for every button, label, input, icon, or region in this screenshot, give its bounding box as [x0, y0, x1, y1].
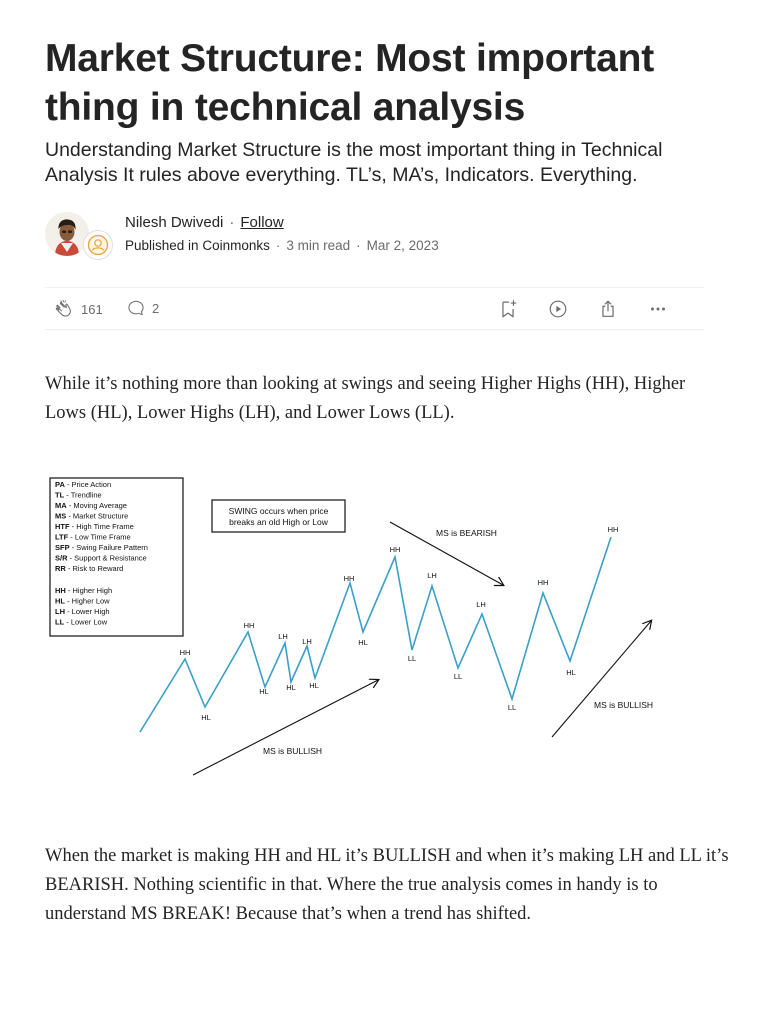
coinmonks-logo-icon [87, 234, 109, 256]
publish-date: Mar 2, 2023 [366, 238, 439, 253]
article-action-bar [45, 287, 704, 330]
author-name[interactable]: Nilesh Dwivedi [125, 214, 224, 231]
follow-link[interactable]: Follow [240, 214, 284, 231]
swing-label: HH [243, 621, 255, 630]
more-button[interactable] [647, 298, 669, 320]
read-time: 3 min read [286, 238, 351, 253]
separator-dot: · [229, 214, 235, 231]
swing-label: HL [566, 668, 576, 677]
ms-bullish-label-2: MS is BULLISH [594, 700, 654, 710]
swing-label: LH [427, 571, 437, 580]
swing-note-line-1: SWING occurs when price [228, 506, 329, 516]
swing-note-line-2: breaks an old High or Low [229, 517, 328, 527]
swing-label: LH [476, 600, 486, 609]
ms-bearish-label: MS is BEARISH [436, 528, 497, 538]
play-icon [547, 298, 569, 320]
avatar-portrait-icon [45, 212, 89, 256]
more-icon [647, 298, 669, 320]
separator-dot: · [356, 238, 361, 253]
legend-entry: LL - Lower Low [55, 617, 108, 627]
separator-dot: · [275, 238, 281, 253]
legend-entry: RR - Risk to Reward [55, 564, 124, 573]
share-icon [597, 298, 619, 320]
author-avatar[interactable] [45, 212, 89, 256]
legend-entry: SFP - Swing Failure Pattern [55, 543, 148, 552]
legend-entry: LTF - Low Time Frame [55, 532, 131, 542]
responses-button[interactable] [126, 298, 159, 318]
swing-label: HH [389, 545, 401, 554]
swing-label: HH [607, 525, 619, 534]
bookmark-add-icon [497, 298, 519, 320]
paragraph-2: When the market is making HH and HL it’s BULLISH and when it’s making LH and LL it’s BEARISH. Nothing scientific in that. Where the true analysis comes in handy is to understand MS BREAK! Because that’s when a trend has shifted. [45, 846, 729, 924]
legend-entry: HH - Higher High [55, 586, 113, 595]
legend-entry: HL - Higher Low [55, 596, 110, 606]
swing-note-box [212, 500, 345, 532]
clap-icon [53, 298, 75, 320]
publication-link[interactable]: Coinmonks [202, 238, 270, 253]
comment-icon [126, 298, 146, 318]
legend-entry: PA - Price Action [55, 480, 112, 489]
clap-button[interactable] [53, 298, 103, 320]
published-in-label: Published in [125, 238, 199, 253]
swing-label: HL [201, 713, 211, 722]
publication-meta [125, 238, 439, 253]
article-subtitle: Understanding Market Structure is the most important thing in Technical Analysis It rules above everything. TL’s, MA’s, Indicators. Everything. [45, 139, 663, 186]
legend-entry: MA - Moving Average [55, 501, 127, 510]
author-bar [45, 212, 705, 260]
paragraph-1: While it’s nothing more than looking at swings and seeing Higher Highs (HH), Higher Lows (HL), Lower Highs (LH), and Lower Lows (LL). [45, 374, 686, 423]
swing-label: LL [407, 654, 417, 663]
legend-entry: LH - Lower High [55, 607, 110, 616]
swing-label: HH [179, 648, 191, 657]
publication-badge[interactable] [83, 230, 113, 260]
swing-label: LL [507, 703, 517, 712]
author-name-row [125, 214, 284, 231]
swing-label: HL [358, 638, 368, 647]
share-button[interactable] [597, 298, 619, 320]
swing-label: HL [309, 681, 319, 690]
response-count: 2 [152, 300, 160, 316]
swing-label: HH [343, 574, 355, 583]
swing-label: LL [453, 672, 463, 681]
save-button[interactable] [497, 298, 519, 320]
clap-count: 161 [81, 301, 103, 317]
legend-entry: TL - Trendline [55, 490, 102, 500]
swing-label: HL [259, 687, 269, 696]
legend-entry: MS - Market Structure [55, 511, 129, 521]
swing-label: LH [278, 632, 288, 641]
legend-entry: S/R - Support & Resistance [55, 553, 147, 563]
swing-label: HH [537, 578, 549, 587]
ms-bullish-label-1: MS is BULLISH [263, 746, 323, 756]
legend-entry: HTF - High Time Frame [55, 522, 134, 531]
market-structure-figure [45, 462, 730, 792]
market-structure-diagram [45, 462, 730, 792]
listen-button[interactable] [547, 298, 569, 320]
swing-label: LH [302, 637, 312, 646]
swing-label: HL [286, 683, 296, 692]
article-title: Market Structure: Most important thing in technical analysis [45, 37, 654, 129]
